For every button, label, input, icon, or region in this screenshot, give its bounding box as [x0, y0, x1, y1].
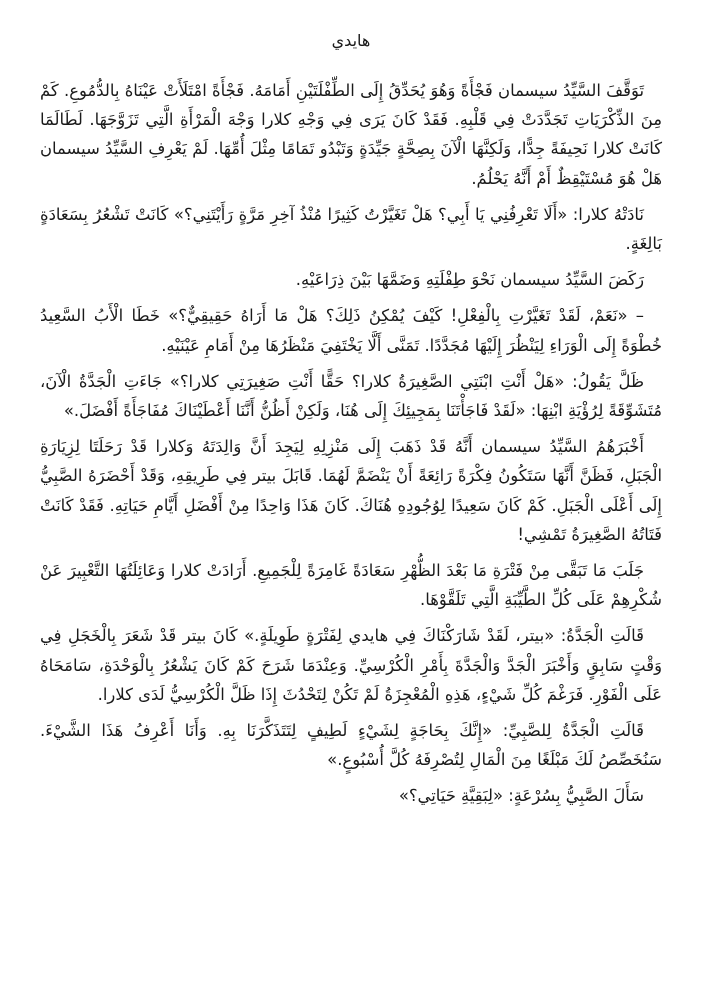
story-text	[40, 76, 662, 811]
paragraph: سَأَلَ الصَّبِيُّ بِسُرْعَةٍ: «لِبَقِيَّةِ حَيَاتِي؟»	[398, 786, 644, 806]
paragraph: – «نَعَمْ، لَقَدْ تَغَيَّرْتِ بِالْفِعْلِ! كَيْفَ يُمْكِنُ ذَلِكَ؟ هَلْ مَا أَرَاهُ حَقِيقِيٌّ؟» خَطَا الْأَبُ السَّعِيدُ خُطْوَةً إِلَى الْوَرَاءِ لِيَنْظُرَ إِلَيْهَا مُجَدَّدًا. تَمَنَّى أَلَّا يَخْتَفِيَ مَنْظَرُهَا مِنْ أَمَامِ عَيْنَيْهِ.	[40, 306, 662, 355]
paragraph: قَالَتِ الْجَدَّةُ: «بيتر، لَقَدْ شَارَكْنَاكَ فِي هايدي لِفَتْرَةٍ طَوِيلَةٍ.» كَانَ بيتر قَدْ شَعَرَ بِالْخَجَلِ فِي وَقْتٍ سَابِقٍ وَأَخْبَرَ الْجَدَّ وَالْجَدَّةَ بِأَمْرِ الْكُرْسِيِّ. وَعِنْدَمَا شَرَحَ كَمْ كَانَ يَشْعُرُ بِالْوَحْدَةِ، سَامَحَاهُ عَلَى الْفَوْرِ. فَرَغْمَ كُلِّ شَيْءٍ، هَذِهِ الْمُعْجِزَةُ لَمْ تَكُنْ لِتَحْدُثَ إِذَا ظَلَّ الْكُرْسِيُّ لَدَى كلارا.	[40, 626, 662, 704]
paragraph: نَادَتْهُ كلارا: «أَلَا تَعْرِفُنِي يَا أَبِي؟ هَلْ تَغَيَّرْتُ كَثِيرًا مُنْذُ آخِرِ مَرَّةٍ رَأَيْتَنِي؟» كَانَتْ تَشْعُرُ بِسَعَادَةٍ بَالِغَةٍ.	[40, 204, 662, 254]
paragraph: رَكَضَ السَّيِّدُ سيسمان نَحْوَ طِفْلَتِهِ وَضَمَّهَا بَيْنَ ذِرَاعَيْهِ.	[295, 270, 644, 290]
page-header-title: هايدي	[331, 31, 371, 50]
paragraph: أَخْبَرَهُمُ السَّيِّدُ سيسمان أَنَّهُ قَدْ ذَهَبَ إِلَى مَنْزِلِهِ لِيَجِدَ أَنَّ وَالِدَتَهُ وَكلارا قَدْ رَحَلَتَا لِزِيَارَةِ الْجَبَلِ، فَظَنَّ أَنَّهَا سَتَكُونُ فِكْرَةً رَائِعَةً أَنْ يَنْضَمَّ لَهُمَا. قَابَلَ بيتر فِي طَرِيقِهِ، وَقَدْ أَحْضَرَهُ الصَّبِيُّ إِلَى أَعْلَى الْجَبَلِ. كَمْ كَانَ سَعِيدًا لِوُجُودِهِ هُنَاكَ. كَانَ هَذَا وَاحِدًا مِنْ أَفْضَلِ أَيَّامِ حَيَاتِهِ. فَقَدْ كَانَتْ فَتَاتُهُ الصَّغِيرَةُ تَمْشِي!	[40, 437, 662, 544]
paragraph: جَلَبَ مَا تَبَقَّى مِنْ فَتْرَةِ مَا بَعْدَ الظُّهْرِ سَعَادَةً غَامِرَةً لِلْجَمِيعِ. أَرَادَتْ كلارا وَعَائِلَتُهَا التَّعْبِيرَ عَنْ شُكْرِهِمْ عَلَى كُلِّ الطَّيِّبَةِ الَّتِي تَلَقَّوْهَا.	[40, 561, 662, 610]
paragraph: ظَلَّ يَقُولُ: «هَلْ أَنْتِ ابْنَتِي الصَّغِيرَةُ كلارا؟ حَقًّا أَنْتِ صَغِيرَتِي كلارا؟» جَاءَتِ الْجَدَّةُ الْآنَ، مُتَشَوِّقَةً لِرُؤْيَةِ ابْنِهَا: «لَقَدْ فَاجَأْتَنَا بِمَجِيئِكَ إِلَى هُنَا، وَلَكِنْ أَظُنُّ أَنَّنَا أَعْطَيْنَاكَ مُفَاجَأَةً أَفْضَلَ.»	[40, 371, 662, 421]
paragraph: تَوَقَّفَ السَّيِّدُ سيسمان فَجْأَةً وَهُوَ يُحَدِّقُ إِلَى الطِّفْلَتَيْنِ أَمَامَهُ. فَجْأَةً امْتَلَأَتْ عَيْنَاهُ بِالدُّمُوعِ. كَمْ مِنَ الذِّكْرَيَاتِ تَجَدَّدَتْ فِي قَلْبِهِ. فَقَدْ كَانَ يَرَى فِي وَجْهِ كلارا وَجْهَ الْمَرْأَةِ الَّتِي تَزَوَّجَهَا. لَطَالَمَا كَانَتْ كلارا نَحِيفَةً جِدًّا، وَلَكِنَّهَا الْآنَ بِصِحَّةٍ جَيِّدَةٍ وَتَبْدُو تَمَامًا مِثْلَ أُمِّهَا. لَمْ يَعْرِفِ السَّيِّدُ سيسمان هَلْ هُوَ مُسْتَيْقِظٌ أَمْ أَنَّهُ يَحْلُمُ.	[40, 81, 662, 188]
paragraph: قَالَتِ الْجَدَّةُ لِلصَّبِيِّ: «إِنَّكَ بِحَاجَةٍ لِشَيْءٍ لَطِيفٍ لِتَتَذَكَّرَنَا بِهِ. وَأَنَا أَعْرِفُ هَذَا الشَّيْءَ. سَنُخَصِّصُ لَكَ مَبْلَغًا مِنَ الْمَالِ لِتُصْرِفَهُ كُلَّ أُسْبُوعٍ.»	[40, 721, 662, 770]
